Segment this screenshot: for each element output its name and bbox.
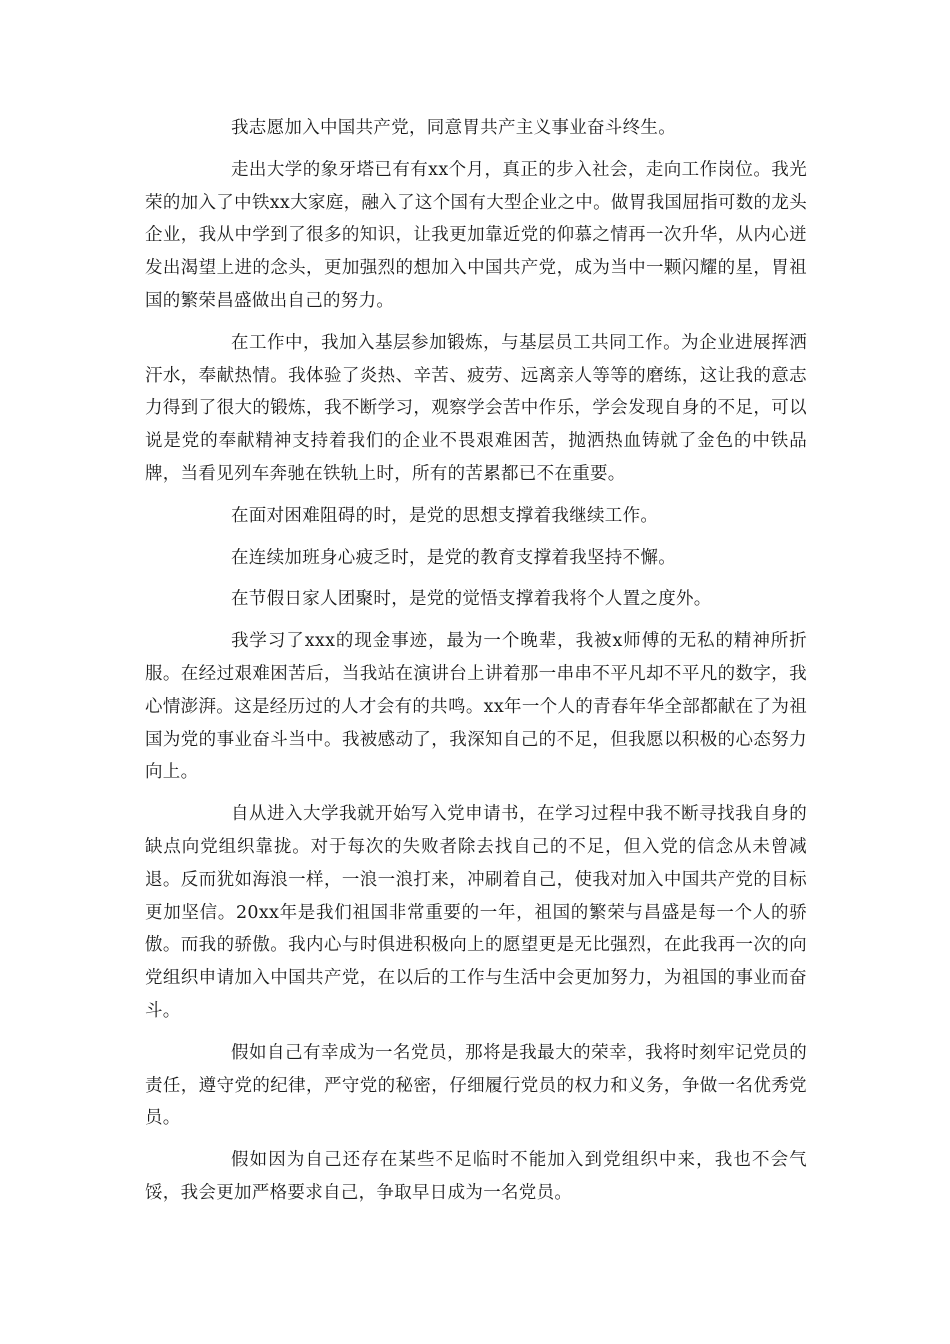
paragraph-3: 在工作中，我加入基层参加锻炼，与基层员工共同工作。为企业进展挥洒汗水，奉献热情。我体验了炎热、辛苦、疲劳、远离亲人等等的磨练，这让我的意志力得到了很大的锻炼，我不断学习，观察学会苦中作乐，学会发现自身的不足，可以说是党的奉献精神支持着我们的企业不畏艰难困苦，抛洒热血铸就了金色的中铁品牌，当看见列车奔驰在铁轨上时，所有的苦累都已不在重要。 [145,332,807,484]
paragraph-5: 在连续加班身心疲乏时，是党的教育支撑着我坚持不懈。 [231,547,676,568]
paragraph-8: 自从进入大学我就开始写入党申请书，在学习过程中我不断寻找我自身的缺点向党组织靠拢。对于每次的失败者除去找自己的不足，但入党的信念从未曾减退。反而犹如海浪一样，一浪一浪打来，冲刷着自己，使我对加入中国共产党的目标更加坚信。20xx年是我们祖国非常重要的一年，祖国的繁荣与昌盛是每一个人的骄傲。而我的骄傲。我内心与时俱进积极向上的愿望更是无比强烈，在此我再一次的向党组织申请加入中国共产党，在以后的工作与生活中会更加努力，为祖国的事业而奋斗。 [145,804,807,1021]
paragraph-1: 我志愿加入中国共产党，同意胃共产主义事业奋斗终生。 [231,118,676,138]
paragraph-9: 假如自己有幸成为一名党员，那将是我最大的荣幸，我将时刻牢记党员的责任，遵守党的纪律，严守党的秘密，仔细履行党员的权力和义务，争做一名优秀党员。 [145,1042,807,1129]
paragraph-10: 假如因为自己还存在某些不足临时不能加入到党组织中来，我也不会气馁，我会更加严格要求自己，争取早日成为一名党员。 [145,1150,807,1203]
paragraph-7: 我学习了xxx的现金事迹，最为一个晚辈，我被x师傅的无私的精神所折服。在经过艰难困苦后，当我站在演讲台上讲着那一串串不平凡却不平凡的数字，我心情澎湃。这是经历过的人才会有的共鸣。xx年一个人的青春年华全部都献在了为祖国为党的事业奋斗当中。我被感动了，我深知自己的不足，但我愿以积极的心态努力向上。 [145,631,807,783]
paragraph-6: 在节假日家人团聚时，是党的觉悟支撑着我将个人置之度外。 [231,589,712,610]
paragraph-2: 走出大学的象牙塔已有有xx个月，真正的步入社会，走向工作岗位。我光荣的加入了中铁xx大家庭，融入了这个国有大型企业之中。做胃我国屈指可数的龙头企业，我从中学到了很多的知识，让我更加靠近党的仰慕之情再一次升华，从内心迸发出渴望上进的念头，更加强烈的想加入中国共产党，成为当中一颗闪耀的星，胃祖国的繁荣昌盛做出自己的努力。 [145,159,807,311]
paragraph-4: 在面对困难阻碍的时，是党的思想支撑着我继续工作。 [231,505,659,526]
document-body [145,112,807,1219]
